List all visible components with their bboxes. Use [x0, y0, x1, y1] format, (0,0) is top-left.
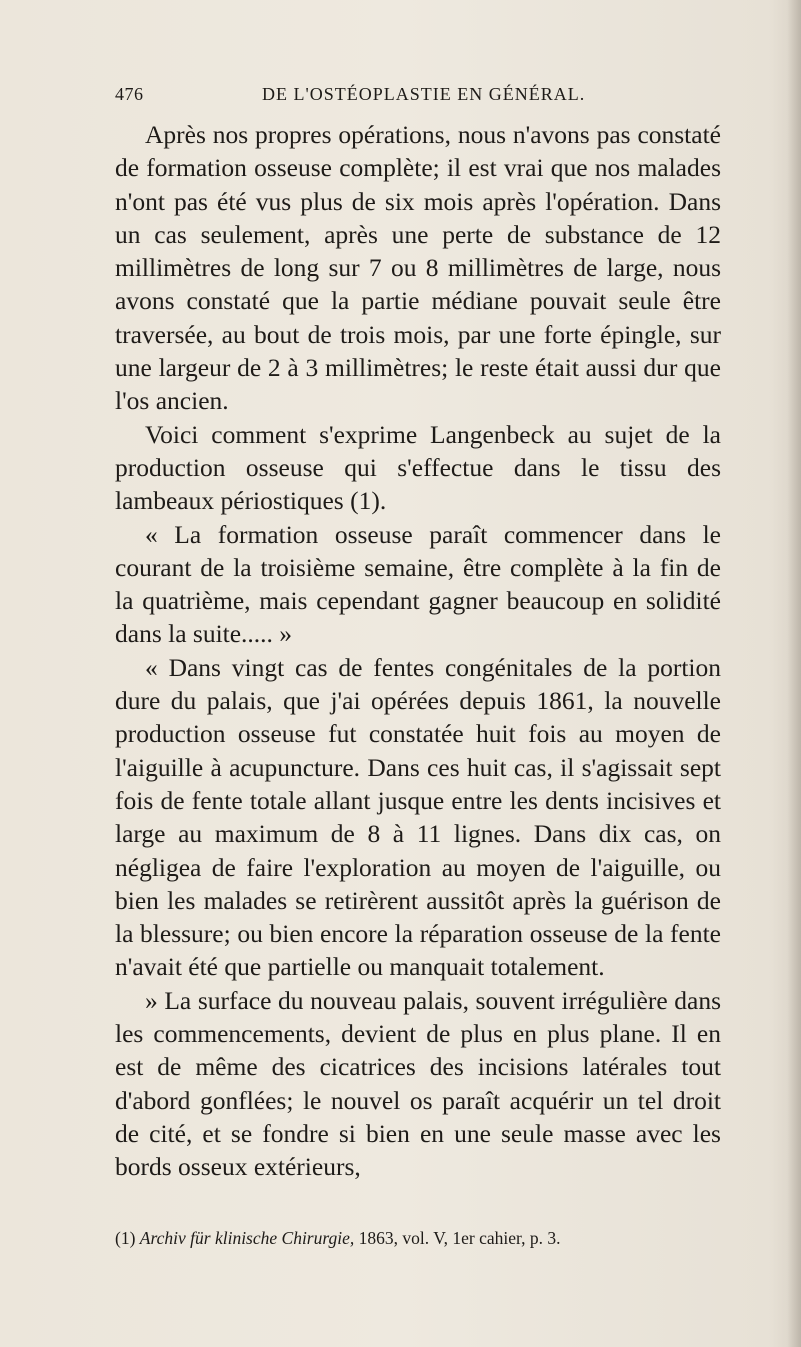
paragraph: Après nos propres opérations, nous n'avons pas constaté de formation osseuse complète; il est vrai que nos malades n'ont pas été vus plus de six mois après l'opération. Dans un cas seulement, après une perte de substance de 12 millimètres de long sur 7 ou 8 millimètres de large, nous avons constaté que la partie médiane pouvait seule être traversée, au bout de trois mois, par une forte épingle, sur une largeur de 2 à 3 millimètres; le reste était aussi dur que l'os ancien.	[115, 120, 721, 416]
paragraph: « La formation osseuse paraît commencer dans le courant de la troisième semaine, être complète à la fin de la quatrième, mais cependant gagner beaucoup en solidité dans la suite..... »	[115, 519, 721, 649]
paragraph: » La surface du nouveau palais, souvent irrégulière dans les commencements, devient de plus en plus plane. Il en est de même des cicatrices des incisions latérales tout d'abord gonflées; le nouvel os paraît acquérir un tel droit de cité, et se fondre si bien en une seule masse avec les bords osseux extérieurs,	[115, 985, 721, 1182]
page-edge-shadow	[787, 0, 801, 1347]
running-title: DE L'OSTÉOPLASTIE EN GÉNÉRAL.	[262, 84, 586, 104]
page-number: 476	[115, 84, 144, 104]
page-header	[115, 84, 718, 114]
footnote	[115, 1227, 721, 1249]
body-text	[115, 118, 721, 1184]
footnote-details: 1863, vol. V, 1er cahier, p. 3.	[358, 1228, 561, 1248]
paragraph: Voici comment s'exprime Langenbeck au sujet de la production osseuse qui s'effectue dans le tissu des lambeaux périostiques (1).	[115, 419, 721, 516]
paragraph: « Dans vingt cas de fentes congénitales de la portion dure du palais, que j'ai opérées depuis 1861, la nouvelle production osseuse fut constatée huit fois au moyen de l'aiguille à acupuncture. Dans ces huit cas, il s'agissait sept fois de fente totale allant jusque entre les dents incisives et large au maximum de 8 à 11 lignes. Dans dix cas, on négligea de faire l'exploration au moyen de l'aiguille, ou bien les malades se retirèrent aussitôt après la guérison de la blessure; ou bien encore la réparation osseuse de la fente n'avait été que partielle ou manquait totalement.	[115, 652, 721, 982]
footnote-journal: Archiv für klinische Chirurgie,	[139, 1228, 355, 1248]
footnote-marker: (1)	[115, 1228, 136, 1248]
